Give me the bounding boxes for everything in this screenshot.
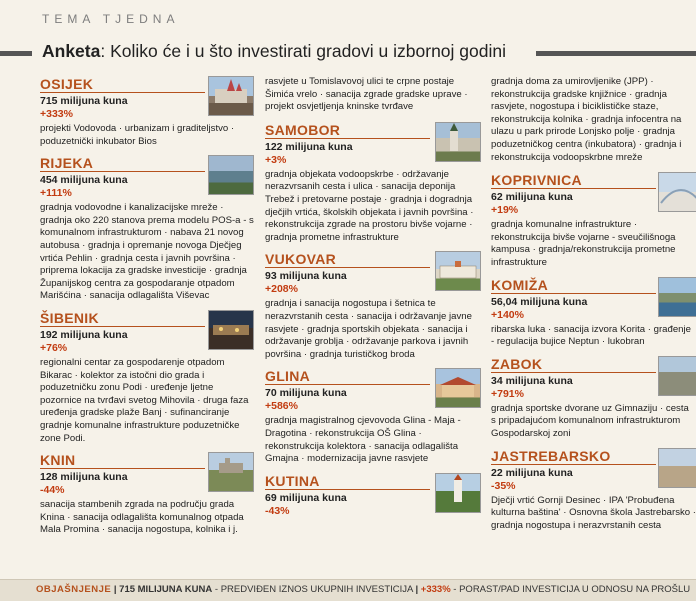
city-name: KNIN: [40, 452, 205, 469]
city-photo: [658, 356, 696, 396]
investment-change: +76%: [40, 341, 68, 354]
city-entry-knin: [40, 452, 254, 537]
legend: [36, 584, 690, 595]
city-entry-jastrebarsko: [491, 448, 696, 533]
city-entry-kutina: [265, 473, 481, 518]
legend-separator: |: [113, 584, 120, 595]
project-list: ribarska luka · sanacija izvora Korita · građenje - regulacija bujice Neptun · lukobran: [491, 323, 691, 348]
investment-amount: 128 milijuna kuna: [40, 471, 128, 484]
city-photo: [435, 368, 481, 408]
city-name: VUKOVAR: [265, 251, 430, 268]
continued-text: gradnja doma za umirovljenike (JPP) · rekonstrukcija gradske knjižnice · gradnja rasvjete, nogostupa i biciklističke staze, rekonstrukcija kolnika · gradnja infocentra na ulazu u park prirode Lonjsko polje · gradnja poduzetničkog centra (inkubatora) · gradnja i rekonstrukcija vodoopskrbne mreže: [491, 76, 682, 163]
project-list: gradnja magistralnog cjevovoda Glina - Maja - Dragotina · rekonstrukcija OŠ Glina · rekonstrukcija kolektora · sanacija odlagališta Gmajna · modernizacija javne rasvjete: [265, 415, 461, 465]
city-photo: [435, 251, 481, 291]
legend-amount: 715 MILIJUNA KUNA: [119, 584, 213, 595]
project-list: Dječji vrtić Gornji Desinec · IPA 'Probuđena kulturna baština' · Osnovna škola Jastrebarsko · gradnja nogostupa i nerazvrstanih cesta: [491, 494, 696, 531]
city-photo: [208, 452, 254, 492]
city-name: KUTINA: [265, 473, 430, 490]
city-name: OSIJEK: [40, 76, 205, 93]
city-name: JASTREBARSKO: [491, 448, 656, 465]
city-entry-vukovar: [265, 251, 481, 361]
investment-amount: 715 milijuna kuna: [40, 95, 128, 107]
continued-text: rasvjete u Tomislavovoj ulici te crpne postaje Šimića vrelo · sanacija zgrade gradske uprave · projekt osvjetljenja kninske tvrđave: [265, 76, 468, 113]
city-entry-samobor: [265, 122, 481, 245]
project-list: projekti Vodovoda · urbanizam i graditeljstvo · poduzetnički inkubator Bios: [40, 123, 235, 147]
city-name: GLINA: [265, 368, 430, 385]
investment-change: +208%: [265, 283, 298, 296]
investment-change: +586%: [265, 400, 298, 413]
investment-change: -44%: [40, 484, 65, 497]
project-list: gradnja objekata vodoopskrbe · održavanje nerazvrsanih cesta i ulica · sanacija deponija Trebež i pretovarne postaje · gradnja i dogradnja dječjih vrtića, školskih objekata i javnih površina · rekonstrukcija zgrade na prostoru bivše vojarne · gradnja prometne infrastrukture: [265, 168, 474, 243]
column-3: [491, 76, 696, 579]
project-list: regionalni centar za gospodarenje otpadom Bikarac · kolektor za istočni dio grada i poduzetničku zonu Podi · uređenje ljetne pozornice na tvrđavi svetog Mihovila · druga faza uređenja gradske plaže Banj · sufinanciranje gradnje komunalne infrastrukture poduzetničke zone Podi.: [40, 356, 249, 444]
project-list: gradnja vodovodne i kanalizacijske mreže · gradnja oko 220 stanova prema modelu POS-a - s komunalnom infrastrukturom · nabava 21 novog autobusa · gradnja i opremanje novoga Dječjeg vrtića Pehlin · gradnja cesta i javnih površina · priprema lokacija za gradske investicije · gradnja Županijskog centra za gospodaranje otpadom Marišćina · sanacija odlagališta Viševac: [40, 202, 254, 302]
legend-separator: |: [415, 584, 421, 595]
investment-amount: 62 milijuna kuna: [491, 191, 573, 204]
column-1: [40, 76, 254, 544]
city-photo: [208, 310, 254, 350]
investment-change: +19%: [491, 204, 519, 217]
investment-change: +111%: [40, 187, 72, 200]
city-photo: [208, 155, 254, 195]
city-name: KOPRIVNICA: [491, 172, 656, 189]
project-list: gradnja sportske dvorane uz Gimnaziju · cesta s pripadajućom komunalnom infrastrukturom Gospodarskoj zoni: [491, 402, 689, 439]
city-entry-osijek: [40, 76, 254, 148]
legend-pct: +333%: [420, 584, 451, 595]
investment-amount: 69 milijuna kuna: [265, 491, 347, 504]
project-list: gradnja komunalne infrastrukture · rekonstrukcija bivše vojarne - sveučilišnoga kampusa · gradnja/rekonstrukcija prometne infrastrukture: [491, 219, 676, 268]
city-photo: [658, 448, 696, 488]
city-photo: [658, 277, 696, 317]
investment-amount: 192 milijuna kuna: [40, 328, 128, 341]
city-photo: [658, 172, 696, 212]
city-photo: [435, 122, 481, 162]
city-name: SAMOBOR: [265, 122, 430, 139]
investment-change: +333%: [40, 108, 73, 120]
section-kicker: TEMA TJEDNA: [42, 12, 180, 26]
city-photo: [208, 76, 254, 116]
investment-amount: 56,04 milijuna kuna: [491, 295, 588, 308]
investment-amount: 34 milijuna kuna: [491, 374, 573, 387]
investment-change: -43%: [265, 504, 290, 517]
investment-amount: 70 milijuna kuna: [265, 387, 347, 400]
investment-change: -35%: [491, 479, 516, 492]
city-entry-koprivnica: [491, 172, 696, 269]
investment-amount: 22 milijuna kuna: [491, 466, 573, 479]
investment-amount: 93 milijuna kuna: [265, 270, 347, 283]
page-title: Anketa: Koliko će i u što investirati gradovi u izbornoj godini: [42, 41, 506, 61]
city-photo: [435, 473, 481, 513]
city-entry-sibenik: [40, 310, 254, 445]
title-rule-right: [536, 51, 696, 56]
project-list: gradnja i sanacija nogostupa i šetnica te nerazvrstanih cesta · sanacija i održavanje javne rasvjete · gradnja sportskih objekata · sanacija i održavanje groblja · održavanje parkova i javnih površina · gradnja turističkog broda: [265, 298, 472, 360]
investment-amount: 454 milijuna kuna: [40, 174, 128, 187]
title-rule-left: [0, 51, 32, 56]
investment-change: +791%: [491, 387, 524, 400]
city-name: RIJEKA: [40, 155, 205, 172]
city-entry-rijeka: [40, 155, 254, 303]
city-name: ŠIBENIK: [40, 310, 205, 327]
legend-bar: [0, 579, 696, 601]
title-bar: [0, 36, 696, 64]
city-entry-glina: [265, 368, 481, 465]
legend-pct-desc: - PORAST/PAD INVESTICIJA U ODNOSU NA PROŠLU: [453, 584, 691, 595]
city-name: KOMIŽA: [491, 277, 656, 294]
legend-label: OBJAŠNJENJE: [36, 584, 112, 595]
legend-amount-desc: - PREDVIĐEN IZNOS UKUPNIH INVESTICIJA: [214, 584, 413, 595]
investment-change: +3%: [265, 153, 287, 166]
column-2: [265, 76, 481, 525]
project-list: sanacija stambenih zgrada na području grada Knina · sanacija odlagališta komunalnog otpada Mala Promina · sanacija nogostupa, kolnika i j.: [40, 499, 244, 536]
investment-amount: 122 milijuna kuna: [265, 140, 353, 153]
city-entry-komiza: [491, 277, 696, 349]
investment-change: +140%: [491, 308, 524, 321]
city-name: ZABOK: [491, 356, 656, 373]
city-entry-zabok: [491, 356, 696, 441]
